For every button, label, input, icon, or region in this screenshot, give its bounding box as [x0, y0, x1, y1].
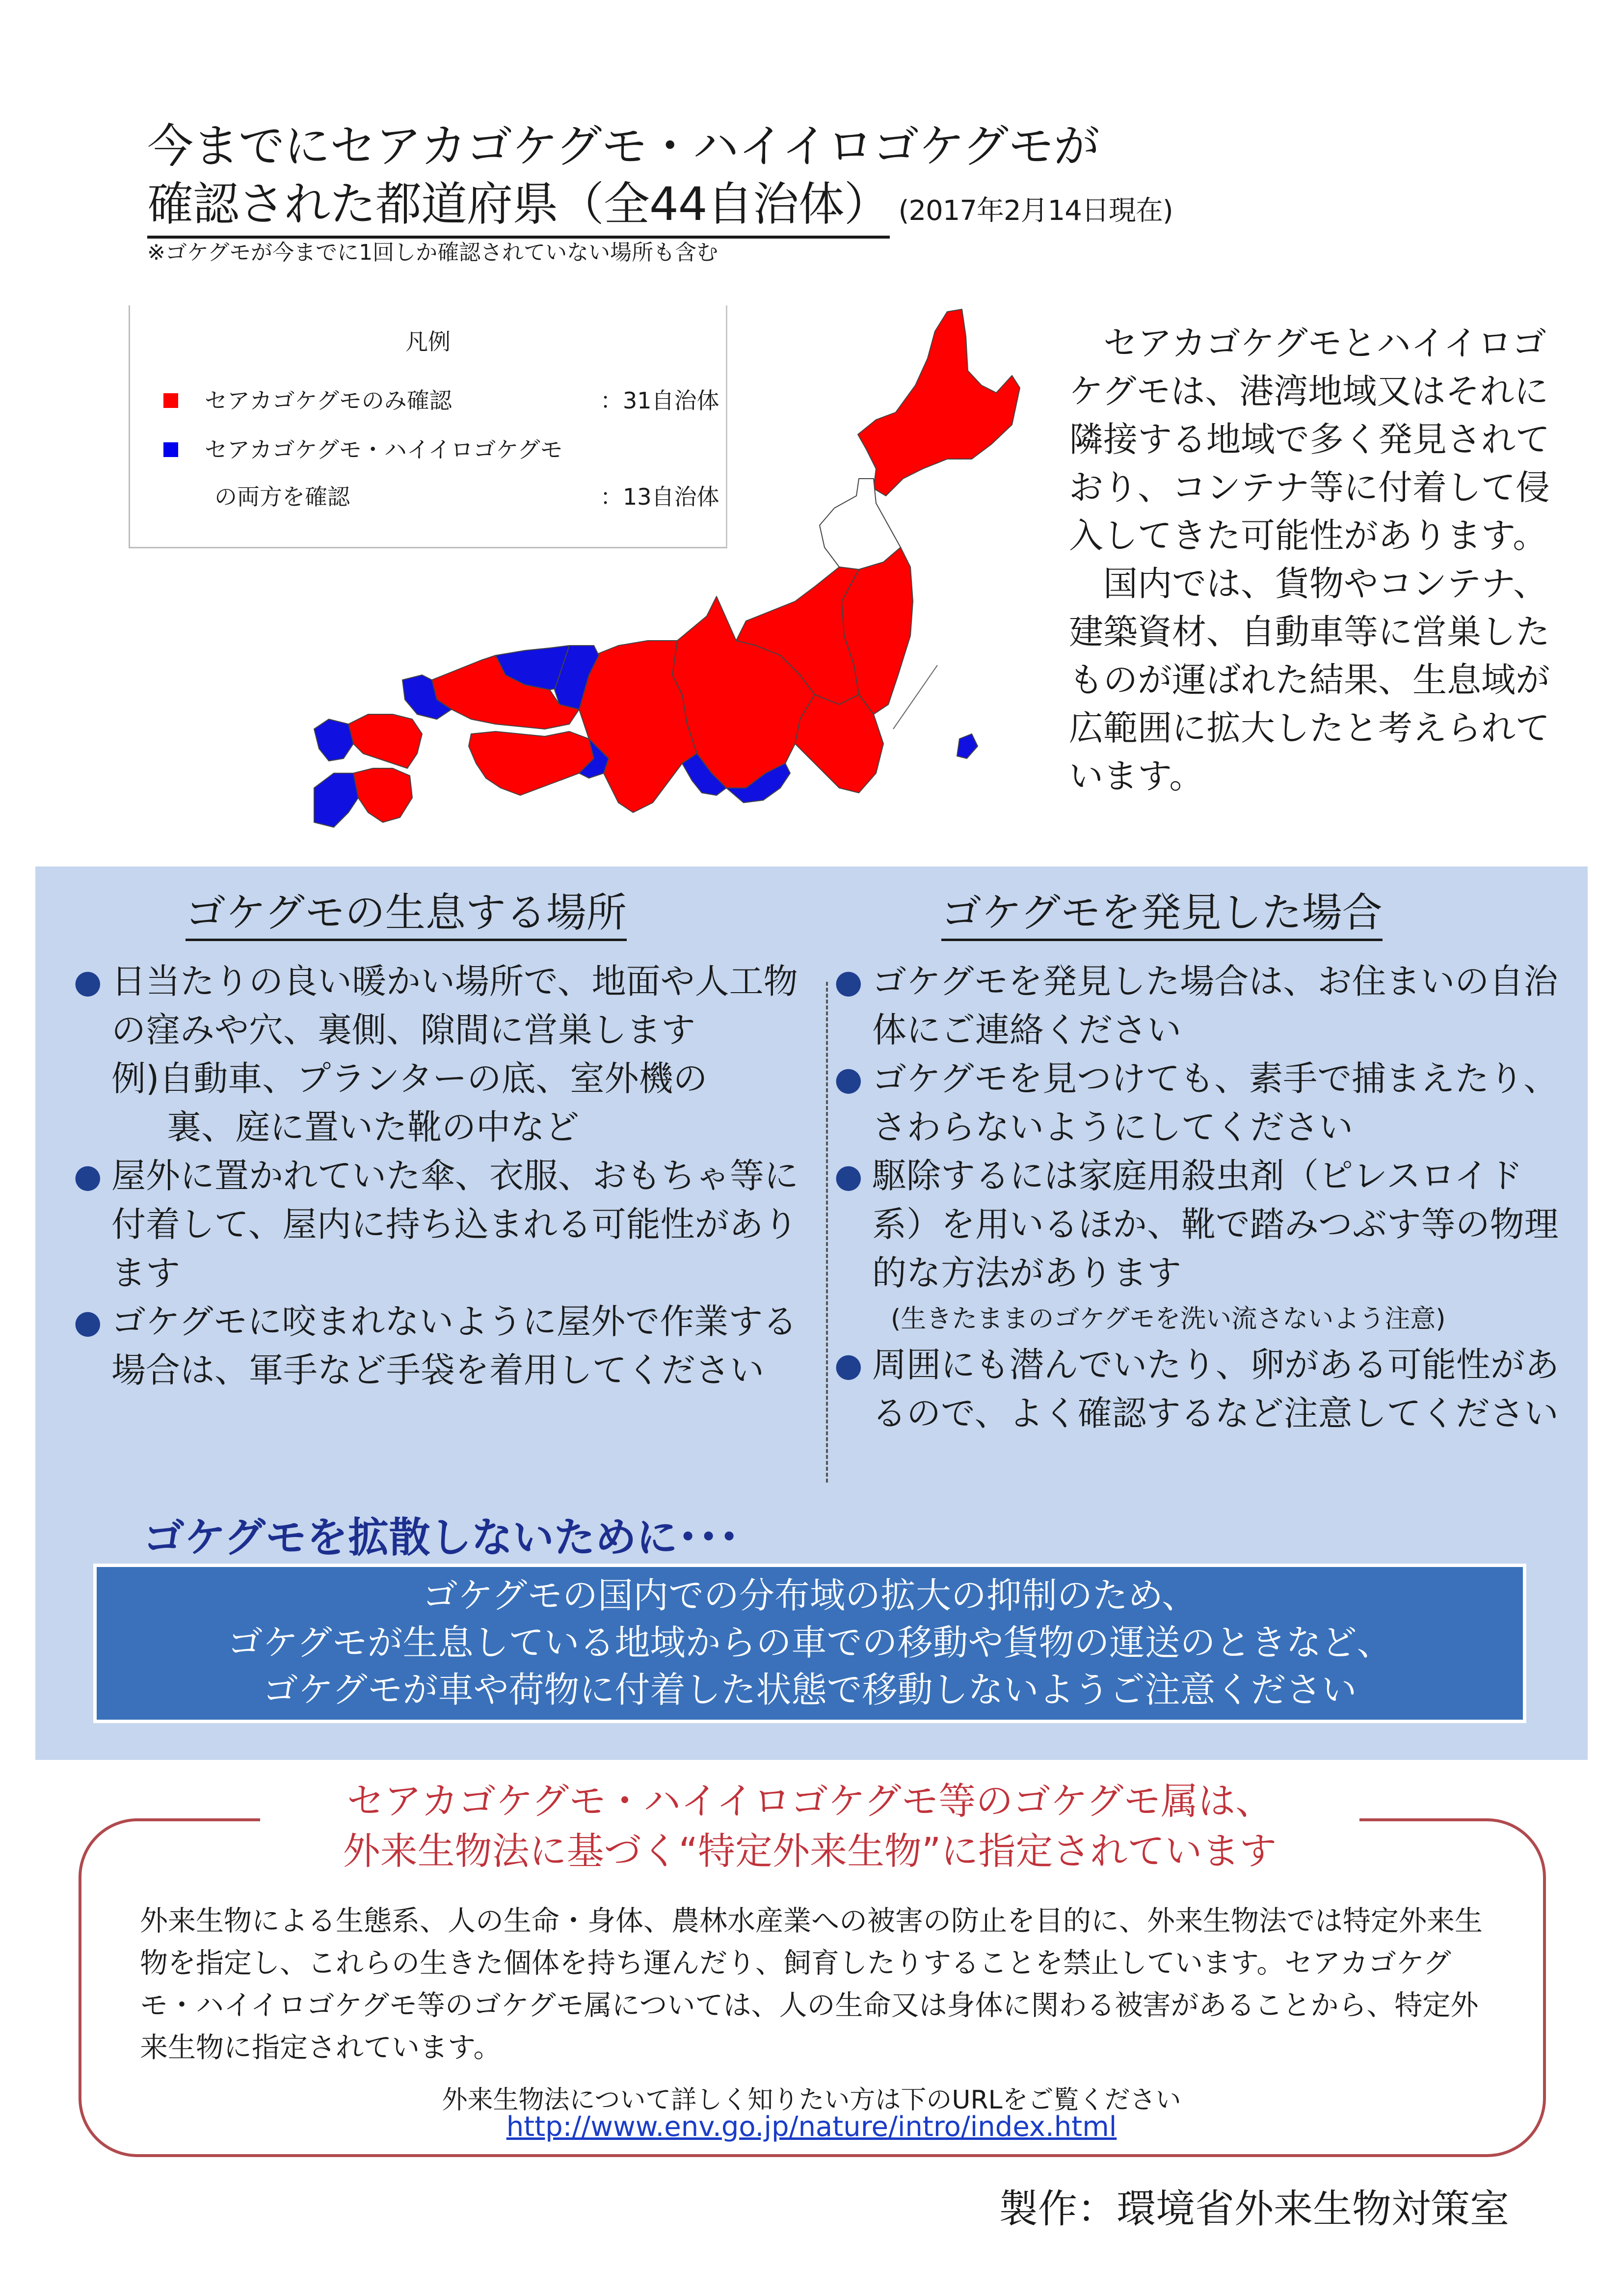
law-url[interactable]: http://www.env.go.jp/nature/intro/index.html — [506, 2111, 1117, 2143]
legend-count: ：13自治体 — [600, 484, 719, 510]
region-izu-islands — [957, 734, 978, 758]
legend-title: 凡例 — [405, 328, 451, 355]
region-kyushu-north — [348, 714, 422, 768]
map-legend — [129, 305, 727, 548]
prevent-line-1: ゴケグモの国内での分布域の拡大の抑制のため、 — [422, 1575, 1197, 1616]
legend-count: ：31自治体 — [600, 387, 719, 414]
law-heading-line-1: セアカゴケグモ・ハイイロゴケグモ等のゴケグモ属は、 — [346, 1779, 1273, 1823]
found-heading: ゴケグモを発見した場合 — [941, 889, 1383, 941]
title-line-1: 今までにセアカゴケグモ・ハイイロゴケグモが — [147, 120, 1099, 173]
region-kyushu-nw — [314, 719, 353, 761]
region-hokkaido — [858, 309, 1020, 496]
side-paragraph-2: 国内では、貨物やコンテナ、建築資材、自動車等に営巣したものが運ばれた結果、生息域が広範囲に拡大したと考えられています。 — [1069, 564, 1550, 796]
column-divider — [826, 982, 828, 1483]
region-kyushu-west — [314, 773, 358, 827]
page-title — [147, 118, 1173, 240]
found-list — [834, 957, 1561, 1438]
habitat-heading: ゴケグモの生息する場所 — [186, 889, 627, 941]
prevent-line-2: ゴケグモが生息している地域からの車での移動や貨物の運送のときなど、 — [227, 1622, 1392, 1663]
legend-item-blue — [163, 432, 563, 464]
example-line-1: 例)自動車、プランターの底、室外機の — [111, 1058, 708, 1099]
legend-label: セアカゴケグモのみ確認 — [205, 387, 452, 414]
producer-credit: 製作：環境省外来生物対策室 — [999, 2186, 1509, 2232]
spread-description — [1069, 319, 1579, 800]
list-item: ● ゴケグモを見つけても、素手で捕まえたり、さわらないようにしてください — [834, 1054, 1561, 1152]
habitat-list — [74, 957, 820, 1395]
region-kyushu-south — [353, 768, 412, 822]
caution-note: (生きたままのゴケグモを洗い流さないよう注意) — [891, 1304, 1446, 1334]
region-shikoku — [469, 731, 594, 795]
legend-item-blue-cont — [214, 479, 719, 512]
blue-square-icon — [163, 442, 178, 457]
law-heading — [260, 1776, 1359, 1876]
law-link[interactable] — [0, 2111, 1623, 2143]
prevent-line-3: ゴケグモが車や荷物に付着した状態で移動しないようご注意ください — [263, 1669, 1357, 1710]
example-line-2: 裏、庭に置いた靴の中など — [167, 1107, 579, 1147]
date-note: (2017年2月14日現在) — [898, 195, 1173, 227]
prevent-heading: ゴケグモを拡散しないために･･･ — [143, 1513, 740, 1562]
list-item: ● 周囲にも潜んでいたり、卵がある可能性があるので、よく確認するなど注意してください — [834, 1341, 1561, 1438]
list-item: ● 日当たりの良い暖かい場所で、地面や人工物の窪みや穴、裏側、隙間に営巣します — [74, 957, 820, 1054]
law-heading-line-2: 外来生物法に基づく“特定外来生物”に指定されています — [343, 1829, 1277, 1873]
legend-label: セアカゴケグモ・ハイイロゴケグモ — [205, 436, 563, 463]
link-intro: 外来生物法について詳しく知りたい方は下のURLをご覧ください — [442, 2085, 1181, 2115]
list-item: ● ゴケグモを発見した場合は、お住まいの自治体にご連絡ください — [834, 957, 1561, 1054]
list-item: ● 屋外に置かれていた傘、衣服、おもちゃ等に付着して、屋内に持ち込まれる可能性があります — [74, 1152, 820, 1297]
legend-item-red — [163, 383, 719, 415]
scope-note: ※ゴケグモが今までに1回しか確認されていない場所も含む — [147, 240, 718, 265]
region-kanto — [795, 695, 883, 793]
prevent-message-box — [93, 1564, 1526, 1723]
law-body: 外来生物による生態系、人の生命・身体、農林水産業への被害の防止を目的に、外来生物法では特定外来生物を指定し、これらの生きた個体を持ち運んだり、飼育したりすることを禁止しています。セアカゴケグモ・ハイイロゴケグモ等のゴケグモ属については、人の生命又は身体に関わる被害があることから、特定外来生物に指定されています。 — [140, 1905, 1483, 2064]
list-item: ● ゴケグモに咬まれないように屋外で作業する場合は、軍手など手袋を着用してください — [74, 1297, 820, 1395]
list-item: ● 駆除するには家庭用殺虫剤（ピレスロイド系）を用いるほか、靴で踏みつぶす等の物理的な方法があります — [834, 1152, 1561, 1297]
title-line-2: 確認された都道府県（全44自治体） — [147, 176, 890, 239]
inset-divider-line — [893, 665, 937, 729]
side-paragraph-1: セアカゴケグモとハイイロゴケグモは、港湾地域又はそれに隣接する地域で多く発見されており、コンテナ等に付着して侵入してきた可能性があります。 — [1069, 323, 1550, 556]
red-square-icon — [163, 393, 178, 408]
legend-label-2: の両方を確認 — [214, 484, 350, 510]
